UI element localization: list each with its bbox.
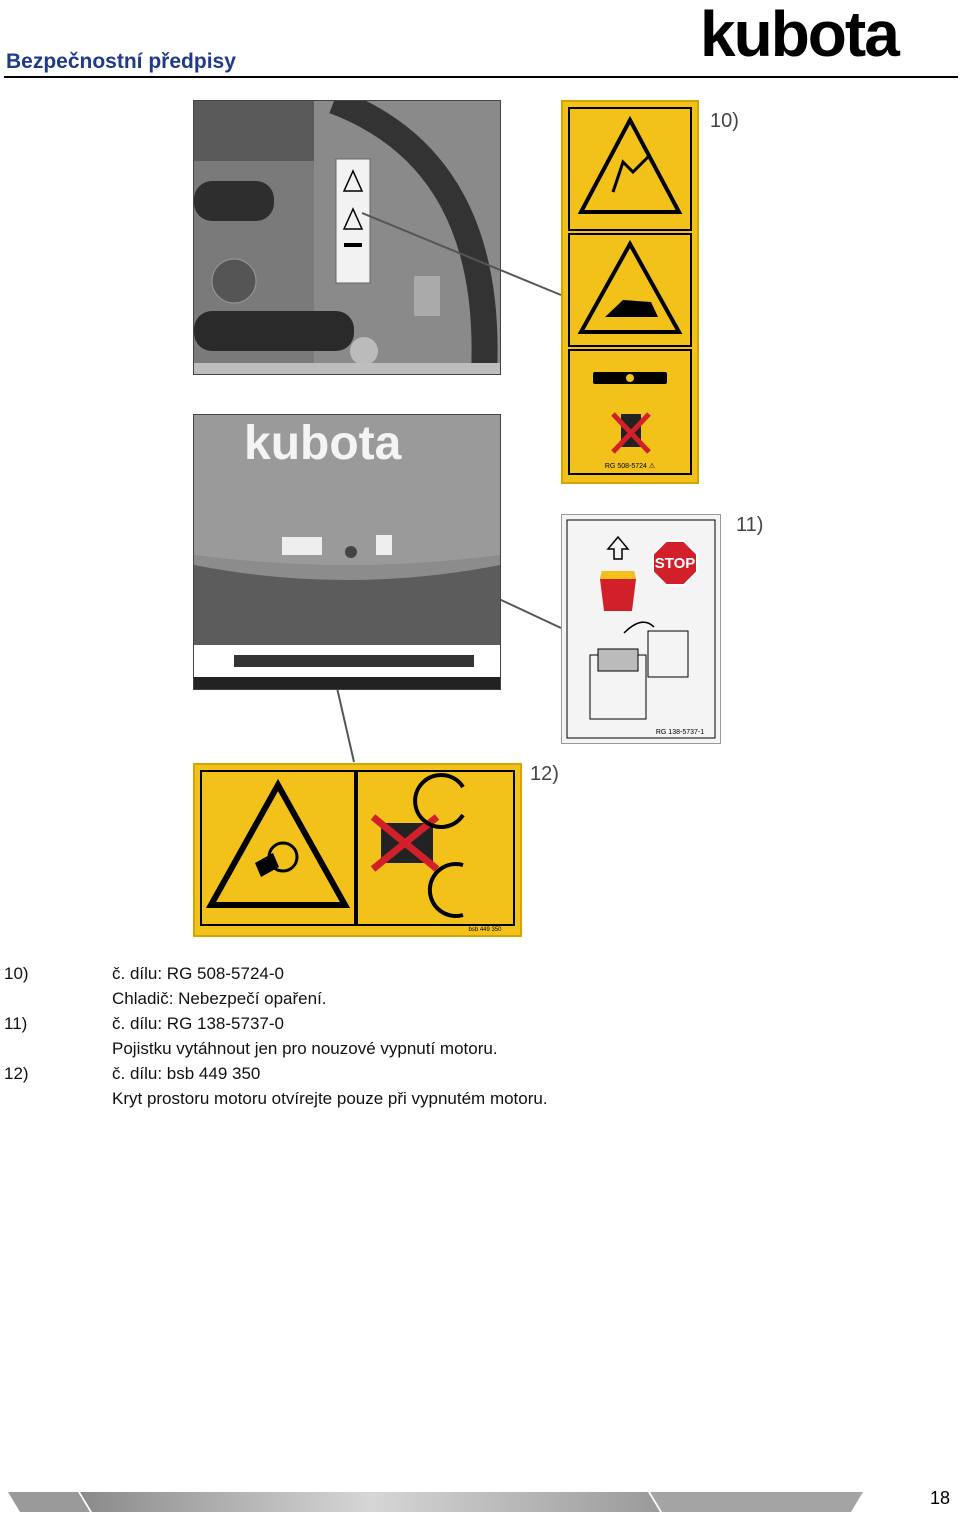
decal-11-drawing xyxy=(562,515,720,743)
caption-item-10 xyxy=(4,961,704,986)
decal-12-drawing xyxy=(195,765,520,935)
kubota-logo-text: kubota xyxy=(700,2,898,64)
callout-12: 12) xyxy=(530,763,559,785)
caption-part: č. dílu: RG 138-5737-0 xyxy=(112,1014,284,1033)
decal-10-code: RG 508-5724 ⚠ xyxy=(604,463,656,470)
leader-line-10 xyxy=(362,213,561,295)
caption-num: 10) xyxy=(4,964,29,983)
caption-part: č. dílu: bsb 449 350 xyxy=(112,1064,261,1083)
engine-cover-photo xyxy=(193,414,501,690)
caption-part: č. dílu: RG 508-5724-0 xyxy=(112,964,284,983)
caption-item-12 xyxy=(4,1061,704,1086)
engine-cover-photo-drawing xyxy=(194,415,500,689)
page-title: Bezpečnostní předpisy xyxy=(6,50,236,73)
photo-logo-text: kubota xyxy=(244,417,402,470)
caption-num: 11) xyxy=(4,1014,28,1033)
caption-item-11 xyxy=(4,1011,704,1036)
caption-num: 12) xyxy=(4,1064,29,1083)
callout-11: 11) xyxy=(736,514,764,536)
callout-10: 10) xyxy=(710,110,739,132)
footer-bar xyxy=(8,1492,863,1512)
decal-11-code: RG 138-5737-1 xyxy=(655,729,705,736)
caption-desc: Chladič: Nebezpečí opaření. xyxy=(112,989,327,1008)
decal-12 xyxy=(193,763,522,937)
page-number: 18 xyxy=(930,1488,951,1508)
caption-desc: Pojistku vytáhnout jen pro nouzové vypnutí motoru. xyxy=(112,1039,498,1058)
decal-11 xyxy=(561,514,721,744)
caption-desc: Kryt prostoru motoru otvírejte pouze při vypnutém motoru. xyxy=(112,1089,548,1108)
caption-list xyxy=(4,961,704,1111)
decal-12-code: bsb 449 350 xyxy=(468,927,502,933)
decal-11-stop: STOP xyxy=(654,555,696,572)
